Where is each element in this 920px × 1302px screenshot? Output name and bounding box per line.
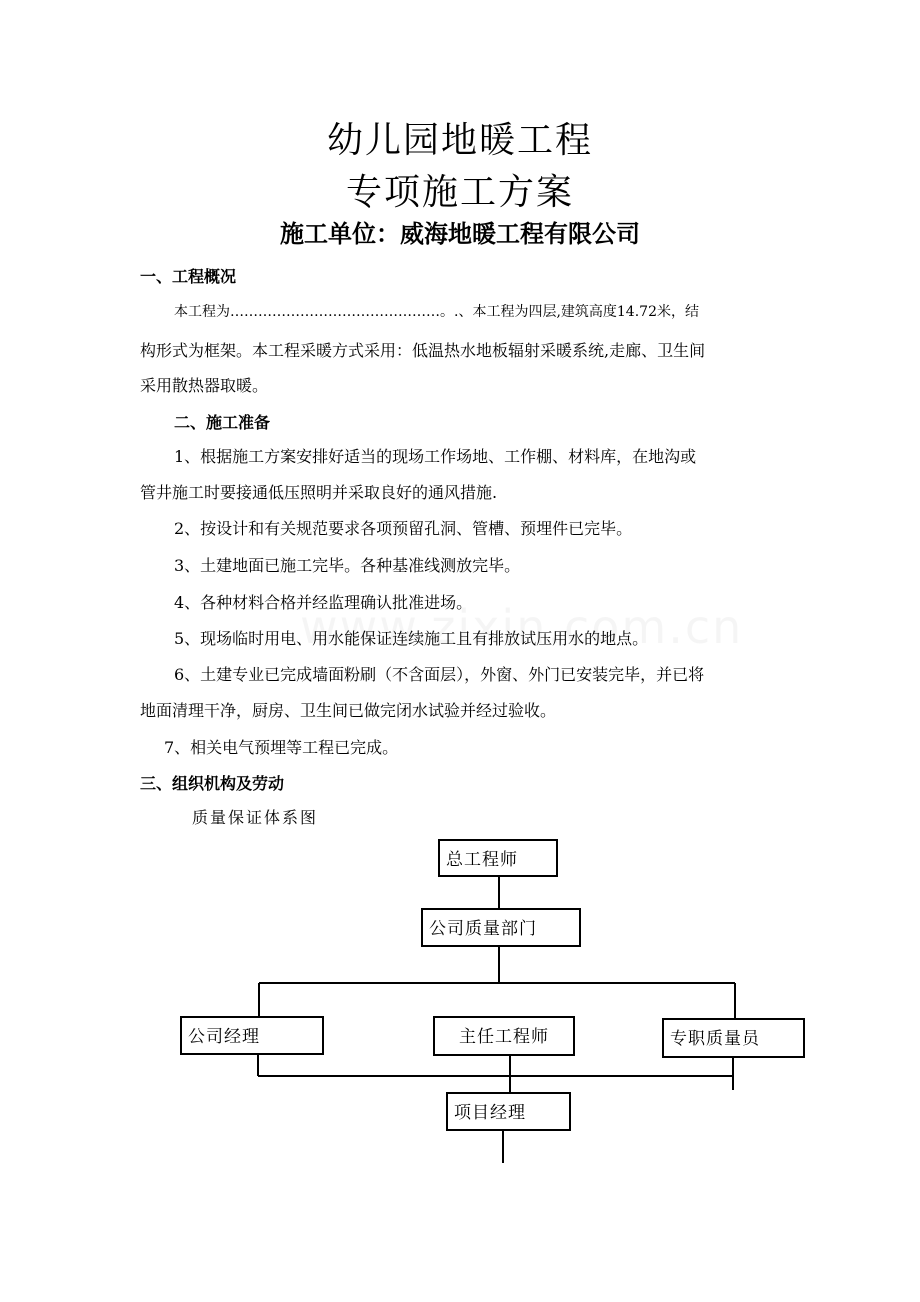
section1-heading: 一、工程概况 xyxy=(140,267,237,286)
section2-item-6b: 地面清理干净，厨房、卫生间已做完闭水试验并经过验收。 xyxy=(140,701,557,720)
org-box-quality-dept: 公司质量部门 xyxy=(421,908,581,947)
org-box-project-manager: 项目经理 xyxy=(446,1092,571,1131)
section1-para-b: 构形式为框架。本工程采暖方式采用：低温热水地板辐射采暖系统,走廊、卫生间 xyxy=(140,341,706,360)
section3-heading: 三、组织机构及劳动 xyxy=(140,774,285,793)
construction-unit: 施工单位：威海地暖工程有限公司 xyxy=(280,220,640,248)
section1-para-c: 采用散热器取暖。 xyxy=(140,376,269,395)
org-box-company-manager: 公司经理 xyxy=(180,1016,324,1055)
document-title-line2: 专项施工方案 xyxy=(345,172,574,213)
section2-item-5: 5、现场临时用电、用水能保证连续施工且有排放试压用水的地点。 xyxy=(174,629,649,648)
org-box-chief-engineer: 总工程师 xyxy=(438,839,558,877)
section2-heading: 二、施工准备 xyxy=(174,413,271,432)
section2-item-2: 2、按设计和有关规范要求各项预留孔洞、管槽、预埋件已完毕。 xyxy=(174,519,633,538)
org-box-quality-inspector: 专职质量员 xyxy=(662,1018,805,1058)
section2-item-4: 4、各种材料合格并经监理确认批准进场。 xyxy=(174,593,473,612)
document-title-line1: 幼儿园地暖工程 xyxy=(326,120,593,161)
section2-item-1a: 1、根据施工方案安排好适当的现场工作场地、工作棚、材料库，在地沟或 xyxy=(174,447,697,466)
section1-para-a: 本工程为………………………………………。.、本工程为四层,建筑高度14.72米，结 xyxy=(174,304,699,320)
section2-item-6a: 6、土建专业已完成墙面粉刷（不含面层），外窗、外门已安装完毕，并已将 xyxy=(174,665,705,684)
section2-item-1b: 管井施工时要接通低压照明并采取良好的通风措施. xyxy=(140,483,498,502)
section2-item-7: 7、相关电气预埋等工程已完成。 xyxy=(164,738,399,757)
section2-item-3: 3、土建地面已施工完毕。各种基准线测放完毕。 xyxy=(174,556,521,575)
org-box-lead-engineer: 主任工程师 xyxy=(433,1016,575,1056)
org-chart-caption: 质量保证体系图 xyxy=(192,808,319,827)
